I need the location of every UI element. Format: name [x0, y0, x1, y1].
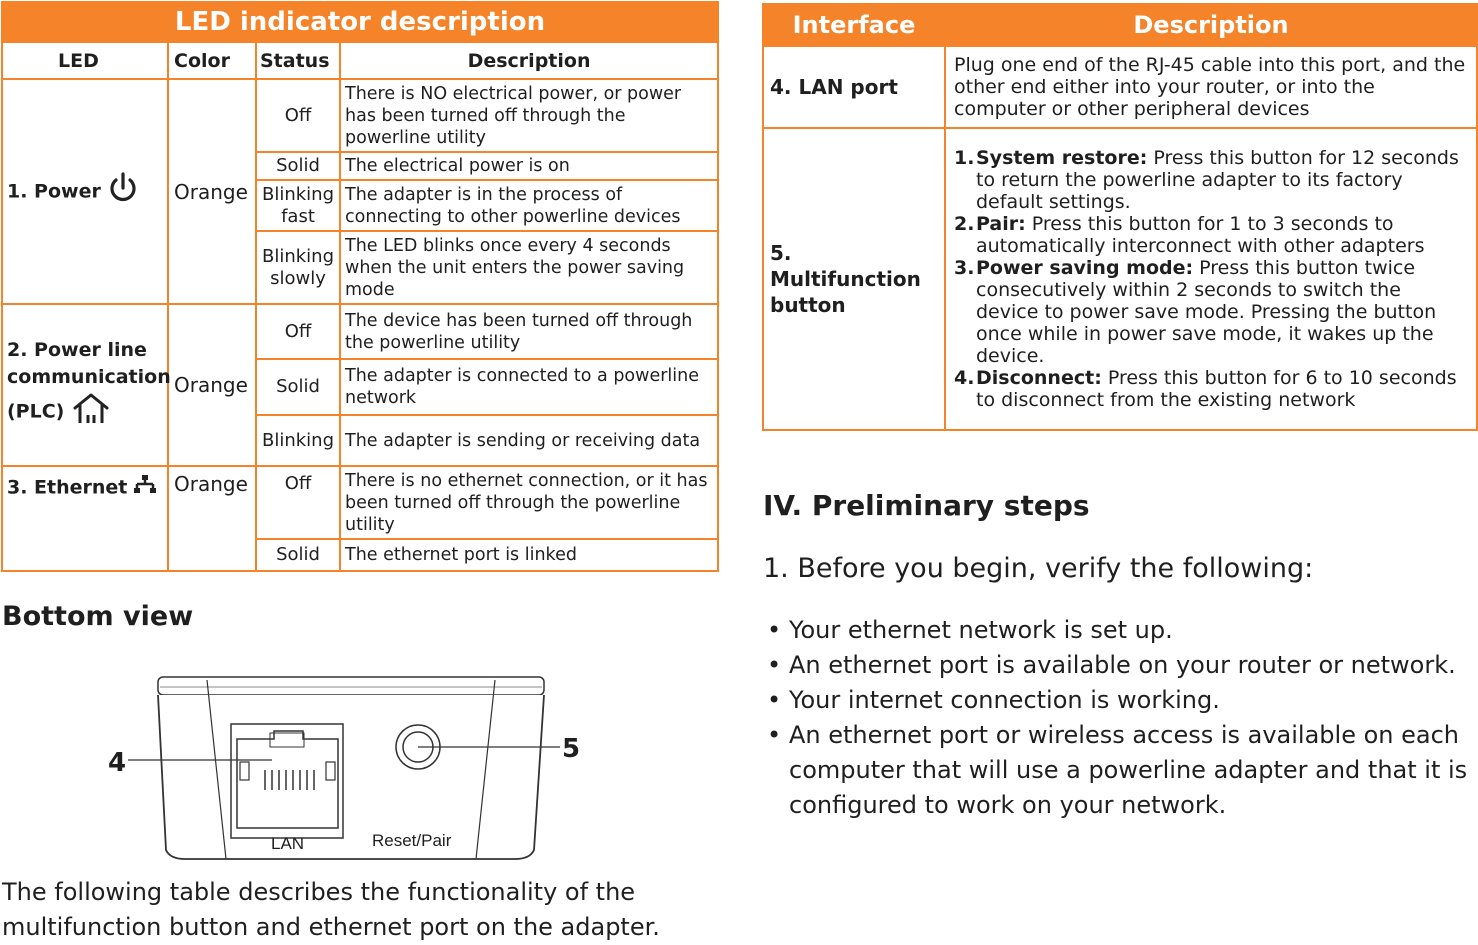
description-cell: The LED blinks once every 4 seconds when the unit enters the power saving mode	[340, 231, 718, 304]
description-cell: The adapter is in the process of connecting to other powerline devices	[340, 180, 718, 231]
status-cell: Solid	[256, 152, 340, 180]
power-icon	[107, 171, 139, 213]
callout-5: 5	[562, 734, 581, 764]
status-cell: Off	[256, 304, 340, 359]
header-description: Description	[945, 4, 1477, 46]
status-cell: Blinking slowly	[256, 231, 340, 304]
lan-label: LAN	[271, 834, 305, 853]
lan-port-description: Plug one end of the RJ-45 cable into this port, and the other end either into your router, or into the computer or other peripheral devices	[945, 46, 1477, 128]
led-indicator-table	[1, 1, 719, 572]
multifunction-name: 5. Multifunction button	[763, 128, 945, 430]
reset-pair-label: Reset/Pair	[372, 831, 452, 850]
led-power	[2, 79, 168, 304]
preliminary-step: 1. Before you begin, verify the following:	[763, 553, 1314, 584]
header-description: Description	[340, 42, 718, 79]
lan-port	[231, 724, 343, 838]
description-cell: The device has been turned off through the powerline utility	[340, 304, 718, 359]
header-interface: Interface	[763, 4, 945, 46]
color-cell: Orange	[168, 304, 256, 466]
status-cell: Blinking	[256, 415, 340, 466]
network-icon	[134, 473, 156, 503]
status-cell: Off	[256, 466, 340, 539]
led-plc	[2, 304, 171, 466]
list-item: • Your internet connection is working.	[763, 683, 1475, 718]
led-name: 1. Power	[7, 180, 101, 202]
description-cell: There is no ethernet connection, or it has been turned off through the powerline utility	[340, 466, 718, 539]
list-item: 4. Disconnect: Press this button for 6 to 10 seconds to disconnect from the existing network	[954, 367, 1457, 411]
callout-4: 4	[108, 748, 127, 778]
color-cell: Orange	[168, 466, 256, 571]
adapter-bottom-illustration	[100, 660, 590, 870]
led-ethernet	[2, 466, 168, 571]
bottom-view-title: Bottom view	[2, 601, 194, 632]
led-name: 3. Ethernet	[7, 476, 128, 499]
header-color: Color	[168, 42, 256, 79]
header-led: LED	[2, 42, 168, 79]
checklist	[763, 613, 1475, 823]
status-cell: Off	[256, 79, 340, 152]
description-cell: The electrical power is on	[340, 152, 718, 180]
house-icon	[71, 391, 111, 433]
description-cell: There is NO electrical power, or power has been turned off through the powerline utility	[340, 79, 718, 152]
list-item: 1. System restore: Press this button for 12 seconds to return the powerline adapter to its factory default settings.	[954, 147, 1459, 213]
list-item: 3. Power saving mode: Press this button twice consecutively within 2 seconds to switch the device to power save mode. Pressing the button once while in power save mode, it wakes up the device.	[954, 257, 1437, 367]
led-name: 2. Power line communication (PLC)	[7, 339, 171, 423]
description-cell: The adapter is sending or receiving data	[340, 415, 718, 466]
header-status: Status	[256, 42, 340, 79]
list-item: • An ethernet port or wireless access is available on each computer that will use a powerline adapter and that it is configured to work on your network.	[763, 718, 1475, 823]
list-item: • An ethernet port is available on your router or network.	[763, 648, 1475, 683]
list-item: • Your ethernet network is set up.	[763, 613, 1475, 648]
description-cell: The adapter is connected to a powerline network	[340, 359, 718, 415]
bottom-view-caption: The following table describes the functionality of the multifunction button and ethernet port on the adapter.	[2, 878, 660, 941]
preliminary-title: IV. Preliminary steps	[763, 489, 1090, 522]
multifunction-description	[945, 128, 1477, 430]
status-cell: Blinking fast	[256, 180, 340, 231]
lan-port-name: 4. LAN port	[763, 46, 945, 128]
description-cell: The ethernet port is linked	[340, 539, 718, 571]
status-cell: Solid	[256, 539, 340, 571]
led-table-title: LED indicator description	[2, 2, 718, 42]
interface-table	[762, 3, 1478, 431]
color-cell: Orange	[168, 79, 256, 304]
status-cell: Solid	[256, 359, 340, 415]
list-item: 2. Pair: Press this button for 1 to 3 seconds to automatically interconnect with other adapters	[954, 213, 1425, 257]
